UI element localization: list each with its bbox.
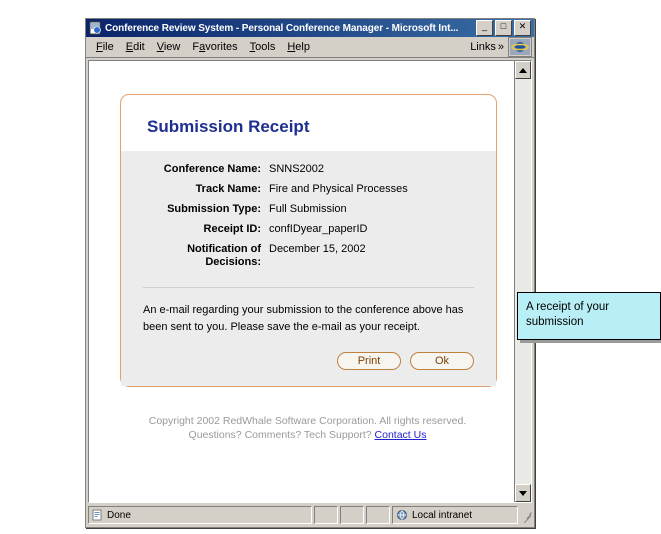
field-row (143, 243, 474, 269)
scroll-up-arrow-icon (519, 68, 527, 73)
field-value-conference-name: SNNS2002 (269, 163, 325, 175)
status-segment (366, 506, 390, 524)
minimize-button[interactable] (476, 20, 493, 36)
ie-logo-icon (508, 37, 532, 57)
minimize-icon: _ (481, 21, 487, 31)
footer (120, 414, 495, 442)
field-value-submission-type: Full Submission (269, 203, 347, 215)
menu-item-edit[interactable]: Edit (125, 41, 145, 53)
status-segment (314, 506, 338, 524)
menu-bar (86, 37, 534, 58)
chevron-right-icon[interactable]: » (497, 41, 504, 53)
security-zone-text: Local intranet (412, 509, 473, 521)
page-title: Submission Receipt (147, 117, 310, 136)
menu-tools-rest: ools (255, 41, 276, 53)
menu-item-file[interactable]: File (96, 41, 114, 53)
security-zone (392, 506, 518, 524)
menu-item-tools[interactable]: Tools (249, 41, 276, 53)
field-value-receipt-id: confIDyear_paperID (269, 223, 368, 235)
resize-grip[interactable] (520, 507, 532, 523)
footer-support-text: Questions? Comments? Tech Support? (188, 429, 375, 441)
menu-item-help[interactable]: Help (287, 41, 310, 53)
field-row (143, 163, 474, 176)
scroll-track[interactable] (515, 79, 531, 484)
status-message (88, 506, 312, 524)
field-row (143, 223, 474, 236)
scroll-down-button[interactable] (515, 484, 531, 502)
field-label-submission-type: Submission Type: (167, 203, 261, 215)
close-button[interactable] (514, 20, 531, 36)
ok-button[interactable]: Ok (410, 352, 474, 370)
menu-help-rest: elp (295, 41, 310, 53)
window-buttons (476, 20, 532, 36)
field-value-notification-of-decisions: December 15, 2002 (269, 243, 366, 255)
contact-us-link[interactable]: Contact Us (374, 429, 427, 441)
field-row (143, 183, 474, 196)
scroll-down-arrow-icon (519, 491, 527, 496)
status-segment (340, 506, 364, 524)
title-bar[interactable] (86, 19, 534, 37)
receipt-body (121, 151, 496, 386)
menu-edit-rest: dit (133, 41, 145, 53)
status-text: Done (107, 509, 131, 521)
scroll-up-button[interactable] (515, 61, 531, 79)
field-label-conference-name: Conference Name: (163, 163, 261, 175)
notice-text: An e-mail regarding your submission to the conference above has been sent to you. Please save the e-mail as your receipt. (143, 287, 474, 336)
button-row (143, 352, 474, 370)
footer-copyright: Copyright 2002 RedWhale Software Corporation. All rights reserved. (148, 415, 467, 427)
window-title: Conference Review System - Personal Conference Manager - Microsoft Int... (105, 22, 459, 34)
web-page (89, 61, 610, 502)
status-bar (86, 505, 534, 527)
field-label-receipt-id: Receipt ID: (203, 223, 261, 235)
field-value-track-name: Fire and Physical Processes (269, 183, 408, 195)
receipt-card (120, 94, 497, 387)
browser-content-area (88, 60, 610, 503)
menu-file-rest: ile (102, 41, 114, 53)
close-icon: ✕ (518, 21, 527, 31)
page-icon (92, 509, 103, 521)
field-label-notification-of-decisions: Notification of Decisions: (187, 243, 261, 268)
callout-annotation: A receipt of your submission (517, 292, 661, 340)
globe-icon (396, 509, 408, 521)
menu-item-view[interactable]: View (156, 41, 181, 53)
links-label[interactable]: Links (470, 41, 496, 53)
browser-window (85, 18, 610, 528)
print-button[interactable]: Print (337, 352, 401, 370)
menu-bar-right (464, 37, 534, 57)
maximize-button[interactable] (495, 20, 512, 36)
maximize-icon: □ (500, 21, 507, 31)
field-label-track-name: Track Name: (195, 183, 261, 195)
vertical-scrollbar[interactable] (514, 61, 531, 502)
footer-support-line (120, 428, 495, 442)
menu-favorites-rest: vorites (205, 41, 238, 53)
ie-document-icon (88, 21, 102, 35)
menu-view-rest: iew (163, 41, 181, 53)
menu-item-favorites[interactable]: Favorites (192, 41, 238, 53)
field-row (143, 203, 474, 216)
